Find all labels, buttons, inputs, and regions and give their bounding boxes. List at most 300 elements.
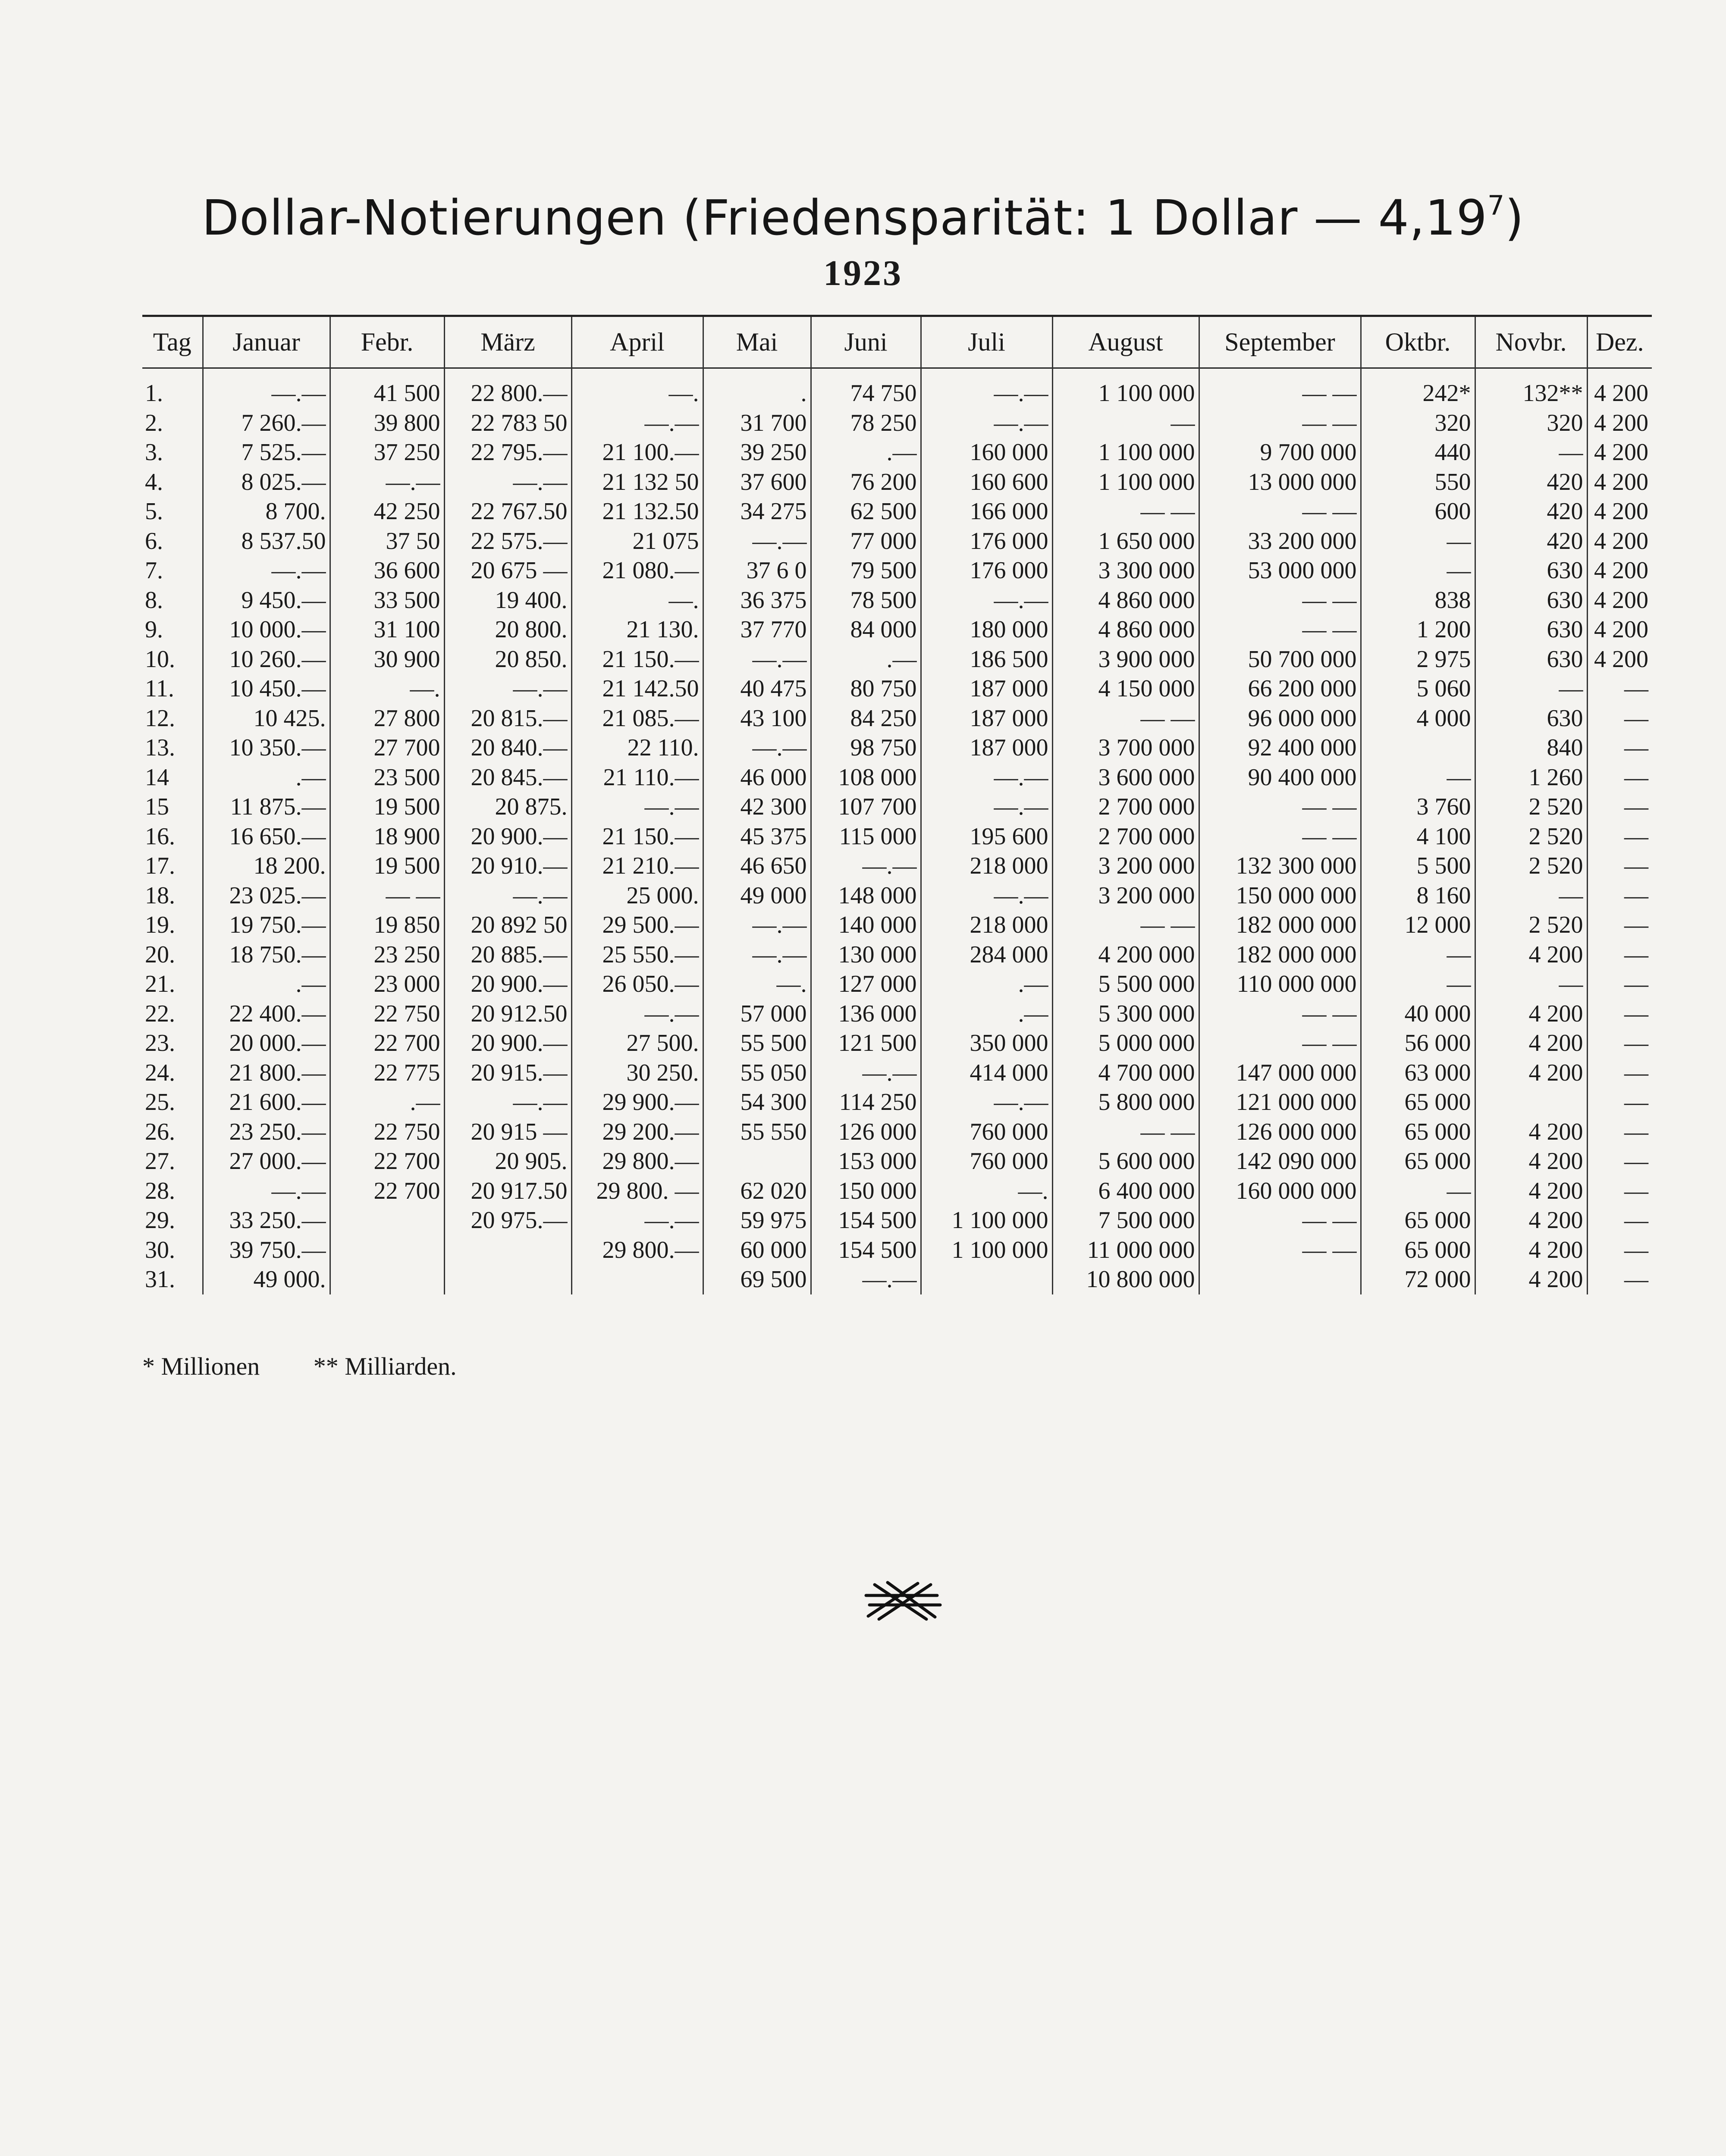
cell-maerz: 20 875. — [444, 792, 571, 822]
column-header-november: Novbr. — [1475, 317, 1587, 367]
cell-januar: 16 650.— — [203, 822, 330, 852]
cell-dezember: — — [1587, 763, 1652, 793]
cell-januar: 18 200. — [203, 851, 330, 881]
cell-april: 29 800. — — [571, 1176, 703, 1206]
cell-tag: 13. — [145, 734, 175, 761]
cell-februar: 22 750 — [330, 1117, 444, 1147]
cell-maerz: 20 815.— — [444, 704, 571, 733]
table-row — [142, 940, 1652, 970]
cell-mai: 37 600 — [703, 467, 811, 497]
cell-januar: 49 000. — [203, 1265, 330, 1294]
cell-juni: —.— — [811, 851, 921, 881]
cell-april: 27 500. — [571, 1028, 703, 1058]
cell-oktober — [1361, 733, 1475, 763]
cell-juni: 76 200 — [811, 467, 921, 497]
column-header-dezember: Dez. — [1587, 317, 1652, 367]
cell-november: 4 200 — [1475, 1265, 1587, 1294]
cell-oktober: 440 — [1361, 438, 1475, 467]
cell-dezember: — — [1587, 910, 1652, 940]
cell-august: 3 600 000 — [1052, 763, 1199, 793]
table-row — [142, 881, 1652, 911]
table-row — [142, 379, 1652, 408]
cell-juli: 414 000 — [921, 1058, 1052, 1088]
cell-januar: 7 260.— — [203, 408, 330, 438]
table-row — [142, 1176, 1652, 1206]
cell-januar: 8 537.50 — [203, 526, 330, 556]
cell-januar: 39 750.— — [203, 1235, 330, 1265]
cell-juni: 62 500 — [811, 497, 921, 526]
cell-dezember: — — [1587, 1206, 1652, 1235]
cell-november: 840 — [1475, 733, 1587, 763]
cell-dezember: 4 200 — [1587, 645, 1652, 674]
cell-juli: —.— — [921, 408, 1052, 438]
column-header-august: August — [1052, 317, 1199, 367]
cell-maerz: 20 900.— — [444, 1028, 571, 1058]
cell-maerz: 20 845.— — [444, 763, 571, 793]
cell-dezember: — — [1587, 822, 1652, 852]
cell-oktober: 8 160 — [1361, 881, 1475, 911]
cell-september: 110 000 000 — [1199, 969, 1361, 999]
cell-september: — — — [1199, 408, 1361, 438]
cell-juli — [921, 1265, 1052, 1294]
cell-august: 3 200 000 — [1052, 881, 1199, 911]
cell-maerz — [444, 1265, 571, 1294]
cell-januar: 23 250.— — [203, 1117, 330, 1147]
cell-maerz: 20 900.— — [444, 969, 571, 999]
cell-april: 22 110. — [571, 733, 703, 763]
cell-oktober: 65 000 — [1361, 1117, 1475, 1147]
cell-juli: —.— — [921, 379, 1052, 408]
cell-november: — — [1475, 438, 1587, 467]
cell-juni: 121 500 — [811, 1028, 921, 1058]
cell-juli: 195 600 — [921, 822, 1052, 852]
cell-dezember: — — [1587, 851, 1652, 881]
cell-juni: 78 250 — [811, 408, 921, 438]
cell-mai: 31 700 — [703, 408, 811, 438]
table-row — [142, 408, 1652, 438]
cell-mai: 55 550 — [703, 1117, 811, 1147]
cell-oktober: 242* — [1361, 379, 1475, 408]
cell-september: — — — [1199, 379, 1361, 408]
cell-tag: 15 — [145, 793, 169, 821]
cell-januar: 8 025.— — [203, 467, 330, 497]
cell-mai: 36 375 — [703, 586, 811, 615]
cell-november: 4 200 — [1475, 1147, 1587, 1176]
cell-dezember: — — [1587, 881, 1652, 911]
table-row — [142, 1235, 1652, 1265]
table-row — [142, 586, 1652, 615]
title-text: Dollar-Notierungen (Friedensparität: 1 Dollar — 4,19 — [201, 190, 1487, 246]
cell-maerz — [444, 1235, 571, 1265]
cell-mai: 59 975 — [703, 1206, 811, 1235]
cell-oktober: — — [1361, 763, 1475, 793]
cell-tag: 4. — [145, 468, 163, 495]
cell-april: 29 800.— — [571, 1147, 703, 1176]
table-row — [142, 467, 1652, 497]
cell-november: 2 520 — [1475, 851, 1587, 881]
cell-februar: 37 250 — [330, 438, 444, 467]
cell-januar: 7 525.— — [203, 438, 330, 467]
cell-september: 9 700 000 — [1199, 438, 1361, 467]
cell-februar: 36 600 — [330, 556, 444, 586]
cell-tag: 28. — [145, 1177, 175, 1204]
cell-maerz: 20 840.— — [444, 733, 571, 763]
cell-juni: .— — [811, 645, 921, 674]
column-header-juni: Juni — [811, 317, 921, 367]
footnote-milliarden: ** Milliarden. — [313, 1352, 457, 1380]
cell-maerz: 22 795.— — [444, 438, 571, 467]
cell-april: 29 900.— — [571, 1087, 703, 1117]
cell-januar: 21 600.— — [203, 1087, 330, 1117]
cell-april: 21 110.— — [571, 763, 703, 793]
table-row — [142, 556, 1652, 586]
cell-juni: 80 750 — [811, 674, 921, 704]
cell-maerz: 20 912.50 — [444, 999, 571, 1029]
cell-november: 320 — [1475, 408, 1587, 438]
cell-april: —. — [571, 379, 703, 408]
cell-tag: 24. — [145, 1059, 175, 1086]
cell-oktober: 72 000 — [1361, 1265, 1475, 1294]
cell-april: 21 210.— — [571, 851, 703, 881]
cell-juli: 760 000 — [921, 1147, 1052, 1176]
cell-tag: 9. — [145, 616, 163, 643]
cell-november: — — [1475, 881, 1587, 911]
cell-november: 4 200 — [1475, 940, 1587, 970]
cell-april: 25 000. — [571, 881, 703, 911]
cell-april: —.— — [571, 999, 703, 1029]
cell-april: 21 080.— — [571, 556, 703, 586]
cell-juni: 140 000 — [811, 910, 921, 940]
footnote-millionen: * Millionen — [142, 1352, 260, 1380]
cell-september: 132 300 000 — [1199, 851, 1361, 881]
cell-juli: —.— — [921, 792, 1052, 822]
cell-januar: 8 700. — [203, 497, 330, 526]
cell-juni: 148 000 — [811, 881, 921, 911]
cell-tag: 30. — [145, 1236, 175, 1263]
cell-september — [1199, 1265, 1361, 1294]
cell-maerz: 20 675 — — [444, 556, 571, 586]
cell-september: 147 000 000 — [1199, 1058, 1361, 1088]
cell-august: — — [1052, 408, 1199, 438]
cell-dezember: — — [1587, 999, 1652, 1029]
cell-dezember: — — [1587, 674, 1652, 704]
cell-februar: —. — [330, 674, 444, 704]
cell-juli: .— — [921, 999, 1052, 1029]
cell-august: 2 700 000 — [1052, 822, 1199, 852]
cell-februar: 27 700 — [330, 733, 444, 763]
cell-mai: 69 500 — [703, 1265, 811, 1294]
dollar-rates-table — [142, 317, 1652, 1294]
cell-juli: 160 600 — [921, 467, 1052, 497]
cell-august: 6 400 000 — [1052, 1176, 1199, 1206]
cell-september: 90 400 000 — [1199, 763, 1361, 793]
cell-juni: .— — [811, 438, 921, 467]
cell-dezember: — — [1587, 1028, 1652, 1058]
cell-juni: 78 500 — [811, 586, 921, 615]
cell-dezember: 4 200 — [1587, 497, 1652, 526]
table-row — [142, 1087, 1652, 1117]
cell-tag: 27. — [145, 1148, 175, 1175]
cell-august: 1 650 000 — [1052, 526, 1199, 556]
cell-tag: 2. — [145, 409, 163, 436]
cell-november: 4 200 — [1475, 1206, 1587, 1235]
cell-august: 3 700 000 — [1052, 733, 1199, 763]
cell-oktober: — — [1361, 556, 1475, 586]
cell-januar: 11 875.— — [203, 792, 330, 822]
cell-juli: 187 000 — [921, 733, 1052, 763]
cell-maerz: 19 400. — [444, 586, 571, 615]
cell-dezember: — — [1587, 1176, 1652, 1206]
cell-oktober: 5 060 — [1361, 674, 1475, 704]
cell-januar: 10 450.— — [203, 674, 330, 704]
cell-juni: 136 000 — [811, 999, 921, 1029]
cell-februar: —.— — [330, 467, 444, 497]
cell-november: — — [1475, 674, 1587, 704]
table-row — [142, 910, 1652, 940]
cell-dezember: — — [1587, 792, 1652, 822]
cell-juli: 187 000 — [921, 704, 1052, 733]
table-body — [142, 367, 1652, 1294]
cell-september: — — — [1199, 1206, 1361, 1235]
table-row — [142, 1028, 1652, 1058]
column-header-maerz: März — [444, 317, 571, 367]
cell-oktober: 4 100 — [1361, 822, 1475, 852]
column-header-oktober: Oktbr. — [1361, 317, 1475, 367]
cell-januar: 10 260.— — [203, 645, 330, 674]
cell-mai: 55 050 — [703, 1058, 811, 1088]
cell-september: 50 700 000 — [1199, 645, 1361, 674]
cell-august: 11 000 000 — [1052, 1235, 1199, 1265]
cell-juni: 154 500 — [811, 1235, 921, 1265]
cell-juni: 130 000 — [811, 940, 921, 970]
title-superscript: 7 — [1487, 190, 1505, 221]
cell-august: 2 700 000 — [1052, 792, 1199, 822]
cell-november: 420 — [1475, 526, 1587, 556]
cell-mai: 46 650 — [703, 851, 811, 881]
table-row — [142, 438, 1652, 467]
cell-august: — — — [1052, 497, 1199, 526]
cell-tag: 14 — [145, 764, 169, 791]
cell-januar: 33 250.— — [203, 1206, 330, 1235]
cell-dezember: — — [1587, 1117, 1652, 1147]
cell-august: 5 300 000 — [1052, 999, 1199, 1029]
cell-september: 92 400 000 — [1199, 733, 1361, 763]
cell-april: 26 050.— — [571, 969, 703, 999]
cell-november: 2 520 — [1475, 822, 1587, 852]
cell-september: 150 000 000 — [1199, 881, 1361, 911]
cell-juli: .— — [921, 969, 1052, 999]
cell-november: 1 260 — [1475, 763, 1587, 793]
cell-mai: 60 000 — [703, 1235, 811, 1265]
cell-mai: 57 000 — [703, 999, 811, 1029]
cell-oktober: — — [1361, 969, 1475, 999]
year-heading: 1923 — [823, 253, 903, 293]
cell-juni: 153 000 — [811, 1147, 921, 1176]
column-header-september: September — [1199, 317, 1361, 367]
cell-oktober: 65 000 — [1361, 1235, 1475, 1265]
cell-april: 29 800.— — [571, 1235, 703, 1265]
cell-juli: —. — [921, 1176, 1052, 1206]
header-row — [142, 317, 1652, 367]
cell-mai: —.— — [703, 526, 811, 556]
cell-oktober: — — [1361, 526, 1475, 556]
cell-april: 30 250. — [571, 1058, 703, 1088]
column-header-april: April — [571, 317, 703, 367]
table-row — [142, 645, 1652, 674]
cell-juni: 79 500 — [811, 556, 921, 586]
cell-september: — — — [1199, 822, 1361, 852]
cell-februar: 22 750 — [330, 999, 444, 1029]
cell-januar: 23 025.— — [203, 881, 330, 911]
table-row — [142, 1058, 1652, 1088]
cell-januar: 10 350.— — [203, 733, 330, 763]
footnotes — [142, 1352, 504, 1381]
table-row — [142, 1117, 1652, 1147]
table-row — [142, 1265, 1652, 1294]
cell-september: 126 000 000 — [1199, 1117, 1361, 1147]
cell-maerz: 20 885.— — [444, 940, 571, 970]
cell-maerz: 20 915 — — [444, 1117, 571, 1147]
cell-mai: 37 6 0 — [703, 556, 811, 586]
cell-november: 2 520 — [1475, 792, 1587, 822]
cell-tag: 10. — [145, 646, 175, 673]
cell-tag: 7. — [145, 557, 163, 584]
cell-august: 5 600 000 — [1052, 1147, 1199, 1176]
table-row — [142, 763, 1652, 793]
crossed-lines-ornament-icon — [862, 1578, 944, 1628]
cell-maerz: 20 800. — [444, 615, 571, 645]
cell-august: 1 100 000 — [1052, 467, 1199, 497]
cell-februar: 37 50 — [330, 526, 444, 556]
cell-oktober: 320 — [1361, 408, 1475, 438]
cell-tag: 5. — [145, 498, 163, 525]
cell-februar: 23 500 — [330, 763, 444, 793]
cell-juni: —.— — [811, 1058, 921, 1088]
cell-november: 420 — [1475, 497, 1587, 526]
cell-januar: 10 000.— — [203, 615, 330, 645]
cell-februar: 33 500 — [330, 586, 444, 615]
cell-dezember: — — [1587, 733, 1652, 763]
cell-juli: 160 000 — [921, 438, 1052, 467]
cell-mai: 62 020 — [703, 1176, 811, 1206]
cell-juli: 180 000 — [921, 615, 1052, 645]
cell-februar: 18 900 — [330, 822, 444, 852]
cell-oktober: 2 975 — [1361, 645, 1475, 674]
cell-juni: 126 000 — [811, 1117, 921, 1147]
cell-april: 21 132.50 — [571, 497, 703, 526]
cell-juli: —.— — [921, 586, 1052, 615]
cell-mai: —.— — [703, 940, 811, 970]
cell-mai: —.— — [703, 645, 811, 674]
cell-mai: 49 000 — [703, 881, 811, 911]
cell-april: —.— — [571, 792, 703, 822]
cell-oktober: 65 000 — [1361, 1087, 1475, 1117]
cell-mai: —.— — [703, 910, 811, 940]
cell-mai: 45 375 — [703, 822, 811, 852]
cell-april: 21 132 50 — [571, 467, 703, 497]
cell-dezember: 4 200 — [1587, 615, 1652, 645]
rates-table — [142, 317, 1652, 1294]
cell-tag: 21. — [145, 971, 175, 998]
cell-januar: 27 000.— — [203, 1147, 330, 1176]
cell-dezember: — — [1587, 1147, 1652, 1176]
cell-april: —. — [571, 586, 703, 615]
cell-juni: 154 500 — [811, 1206, 921, 1235]
cell-juli: —.— — [921, 881, 1052, 911]
cell-august: 4 150 000 — [1052, 674, 1199, 704]
table-row — [142, 674, 1652, 704]
cell-maerz: 22 575.— — [444, 526, 571, 556]
column-header-juli: Juli — [921, 317, 1052, 367]
cell-tag: 1. — [145, 380, 163, 407]
cell-august: 5 500 000 — [1052, 969, 1199, 999]
cell-tag: 31. — [145, 1266, 175, 1293]
cell-februar: 41 500 — [330, 379, 444, 408]
cell-juli: 218 000 — [921, 910, 1052, 940]
cell-dezember: 4 200 — [1587, 586, 1652, 615]
table-row — [142, 822, 1652, 852]
cell-januar: 19 750.— — [203, 910, 330, 940]
cell-april: 21 150.— — [571, 645, 703, 674]
cell-januar: —.— — [203, 379, 330, 408]
cell-dezember: — — [1587, 940, 1652, 970]
cell-februar: 19 850 — [330, 910, 444, 940]
cell-november: 4 200 — [1475, 1028, 1587, 1058]
table-row — [142, 969, 1652, 999]
cell-maerz: —.— — [444, 674, 571, 704]
cell-september: 142 090 000 — [1199, 1147, 1361, 1176]
cell-august: 3 900 000 — [1052, 645, 1199, 674]
cell-oktober: 56 000 — [1361, 1028, 1475, 1058]
table-row — [142, 733, 1652, 763]
cell-maerz: —.— — [444, 881, 571, 911]
cell-juli: 187 000 — [921, 674, 1052, 704]
cell-mai: —.— — [703, 733, 811, 763]
cell-januar: —.— — [203, 556, 330, 586]
cell-september: — — — [1199, 615, 1361, 645]
cell-september: — — — [1199, 792, 1361, 822]
cell-juni: 127 000 — [811, 969, 921, 999]
cell-juni: 74 750 — [811, 379, 921, 408]
cell-februar — [330, 1235, 444, 1265]
cell-tag: 25. — [145, 1089, 175, 1116]
cell-tag: 11. — [145, 675, 174, 702]
cell-september: — — — [1199, 1235, 1361, 1265]
cell-september: 13 000 000 — [1199, 467, 1361, 497]
cell-april: 21 130. — [571, 615, 703, 645]
cell-februar: 23 250 — [330, 940, 444, 970]
cell-august: 4 200 000 — [1052, 940, 1199, 970]
cell-juli: 760 000 — [921, 1117, 1052, 1147]
cell-juni: 98 750 — [811, 733, 921, 763]
cell-juli: 1 100 000 — [921, 1235, 1052, 1265]
cell-maerz: —.— — [444, 1087, 571, 1117]
cell-mai: 46 000 — [703, 763, 811, 793]
cell-november: 630 — [1475, 704, 1587, 733]
cell-juli: 186 500 — [921, 645, 1052, 674]
cell-juni: 107 700 — [811, 792, 921, 822]
cell-tag: 3. — [145, 439, 163, 466]
cell-juli: —.— — [921, 1087, 1052, 1117]
cell-oktober: 5 500 — [1361, 851, 1475, 881]
cell-juni: 108 000 — [811, 763, 921, 793]
cell-august: — — — [1052, 1117, 1199, 1147]
cell-mai: 55 500 — [703, 1028, 811, 1058]
cell-august: 1 100 000 — [1052, 438, 1199, 467]
cell-november: 4 200 — [1475, 1117, 1587, 1147]
cell-oktober: 838 — [1361, 586, 1475, 615]
cell-november: 630 — [1475, 645, 1587, 674]
